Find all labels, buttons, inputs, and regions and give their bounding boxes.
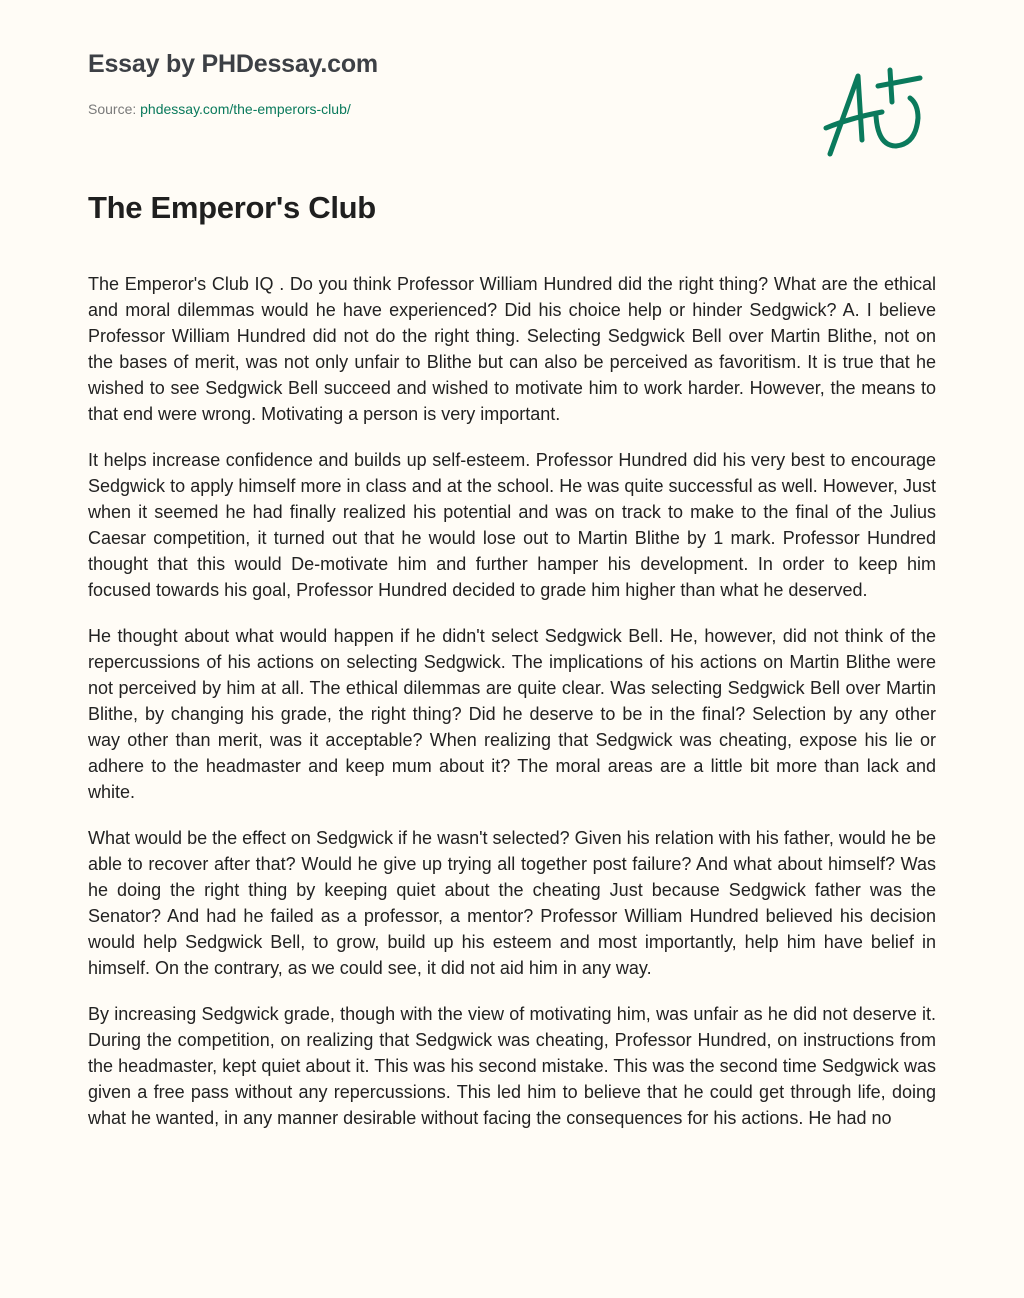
essay-paragraph: It helps increase confidence and builds up self-esteem. Professor Hundred did his very best to encourage Sedgwick to apply himself more in class and at the school. He was quite successful as well. However, Just when it seemed he had finally realized his potential and was on track to make to the final of the Julius Caesar competition, it turned out that he would lose out to Martin Blithe by 1 mark. Professor Hundred thought that this would De-motivate him and further hamper his development. In order to keep him focused towards his goal, Professor Hundred decided to grade him higher than what he deserved.	[88, 450, 936, 600]
site-brand: Essay by PHDessay.com	[88, 50, 378, 78]
a-plus-logo-icon	[820, 62, 930, 162]
essay-paragraph: By increasing Sedgwick grade, though with the view of motivating him, was unfair as he did not deserve it. During the competition, on realizing that Sedgwick was cheating, Professor Hundred, on instructions from the headmaster, kept quiet about it. This was his second mistake. This was the second time Sedgwick was given a free pass without any repercussions. This led him to believe that he could get through life, doing what he wanted, in any manner desirable without facing the consequences for his actions. He had no	[88, 1004, 936, 1128]
source-link[interactable]: phdessay.com/the-emperors-club/	[140, 101, 351, 117]
essay-title: The Emperor's Club	[88, 190, 376, 225]
source-label: Source:	[88, 101, 137, 117]
essay-paragraph: He thought about what would happen if he didn't select Sedgwick Bell. He, however, did not think of the repercussions of his actions on selecting Sedgwick. The implications of his actions on Martin Blithe were not perceived by him at all. The ethical dilemmas are quite clear. Was selecting Sedgwick Bell over Martin Blithe, by changing his grade, the right thing? Did he deserve to be in the final? Selection by any other way other than merit, was it acceptable? When realizing that Sedgwick was cheating, expose his lie or adhere to the headmaster and keep mum about it? The moral areas are a little bit more than lack and white.	[88, 626, 936, 802]
source-line	[88, 101, 351, 117]
essay-paragraph: The Emperor's Club IQ . Do you think Professor William Hundred did the right thing? What are the ethical and moral dilemmas would he have experienced? Did his choice help or hinder Sedgwick? A. I believe Professor William Hundred did not do the right thing. Selecting Sedgwick Bell over Martin Blithe, not on the bases of merit, was not only unfair to Blithe but can also be perceived as favoritism. It is true that he wished to see Sedgwick Bell succeed and wished to motivate him to work harder. However, the means to that end were wrong. Motivating a person is very important.	[88, 274, 936, 424]
essay-paragraph: What would be the effect on Sedgwick if he wasn't selected? Given his relation with his father, would he be able to recover after that? Would he give up trying all together post failure? And what about himself? Was he doing the right thing by keeping quiet about the cheating Just because Sedgwick father was the Senator? And had he failed as a professor, a mentor? Professor William Hundred believed his decision would help Sedgwick Bell, to grow, build up his esteem and most importantly, help him have belief in himself. On the contrary, as we could see, it did not aid him in any way.	[88, 828, 936, 978]
essay-body	[88, 271, 936, 1253]
